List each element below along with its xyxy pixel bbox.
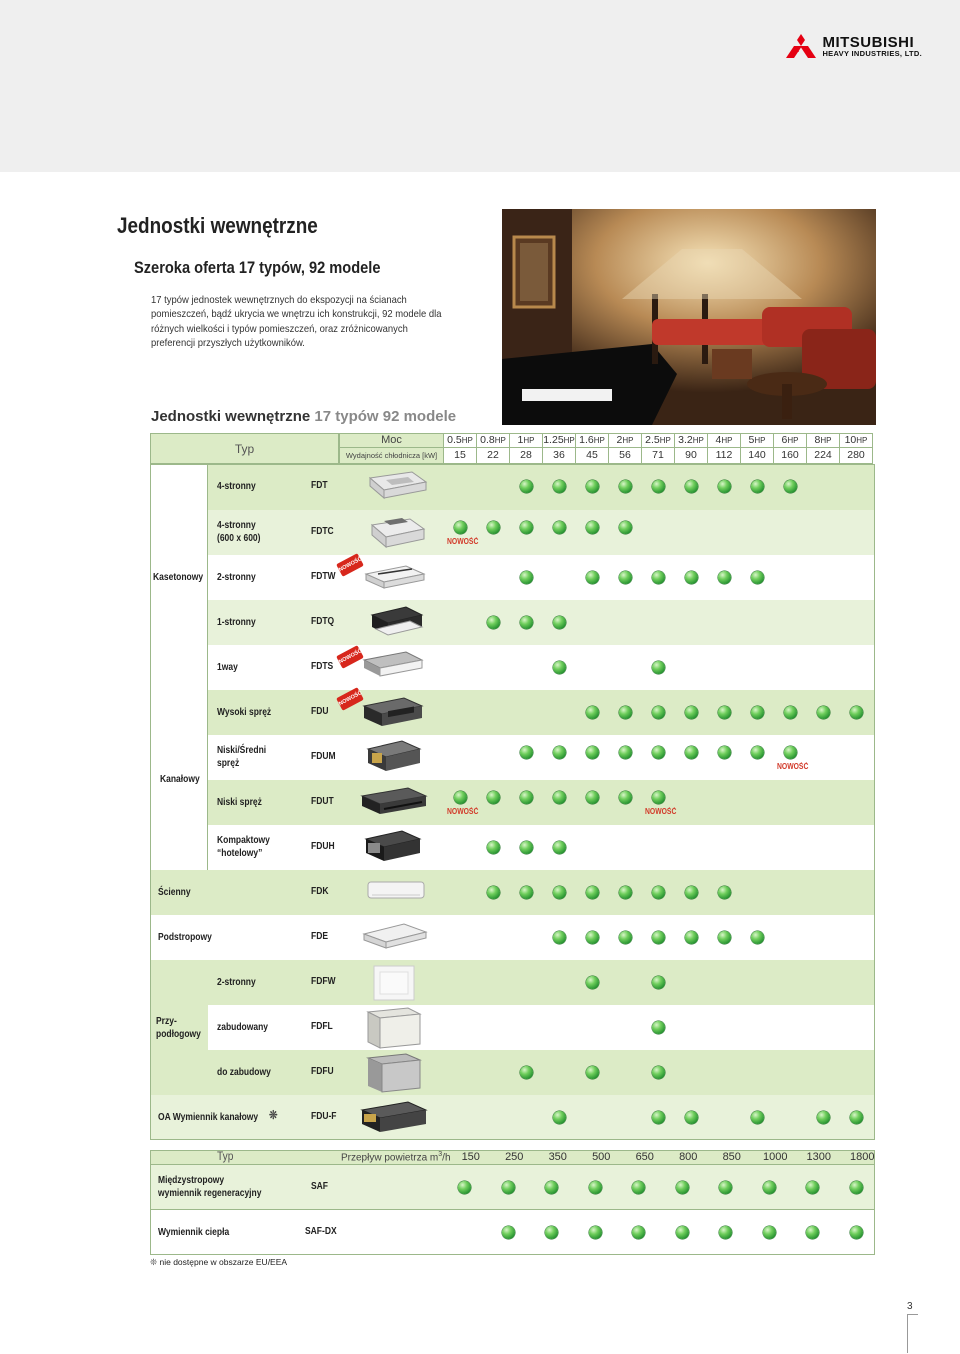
availability-dot-10-4 (586, 931, 599, 944)
availability-dot-4-6 (652, 661, 665, 674)
page-subtitle: Szeroka oferta 17 typów, 92 modele (134, 258, 381, 277)
availability-dot-6-6 (652, 746, 665, 759)
availability-dot-1-5 (619, 521, 632, 534)
header-capacity: Wydajność chłodnicza [kW] (339, 448, 444, 464)
fdtc-unit-image (362, 513, 428, 553)
new-label-7-0: NOWOŚĆ (447, 807, 479, 816)
fduh-unit-image (362, 827, 424, 867)
new-badge-fdtw: NOWOŚĆ (336, 553, 364, 577)
new-label-7-6: NOWOŚĆ (645, 807, 677, 816)
availability-dot-0-6 (652, 480, 665, 493)
header-hp-4: 1.6HP (576, 433, 609, 448)
new-label-6-10: NOWOŚĆ (777, 762, 809, 771)
footnote-text: nie dostępne w obszarze EU/EEA (159, 1257, 288, 1267)
group-oa: OA Wymiennik kanałowy (158, 1112, 259, 1123)
availability-dot-14-11 (817, 1111, 830, 1124)
row-code-9: FDK (311, 886, 329, 897)
availability-dot-2-5 (619, 571, 632, 584)
flow-col-9: 1800 (850, 1151, 875, 1163)
flow-col-8: 1300 (806, 1151, 831, 1163)
row-sub-label-4: 1way (217, 661, 238, 673)
fdts-unit-image (360, 648, 426, 682)
availability-dot-2-4 (586, 571, 599, 584)
availability-dot-4-3 (553, 661, 566, 674)
row-code-7: FDUT (311, 796, 334, 807)
group-kanalowy: Kanałowy (160, 774, 200, 785)
footnote (150, 1257, 287, 1268)
availability-dot-9-4 (586, 886, 599, 899)
availability-dot-7-2 (520, 791, 533, 804)
row-sub-label-0: 4-stronny (217, 480, 256, 492)
row-code-6: FDUM (311, 751, 336, 762)
vent-dot-0-4 (632, 1181, 645, 1194)
availability-dot-0-5 (619, 480, 632, 493)
mitsubishi-logo (786, 34, 922, 58)
availability-dot-13-4 (586, 1066, 599, 1079)
row-sub-label-2: 2-stronny (217, 571, 256, 583)
availability-dot-7-0 (454, 791, 467, 804)
flow-col-3: 500 (592, 1151, 611, 1163)
header-moc: Moc (339, 433, 444, 448)
availability-dot-9-8 (718, 886, 731, 899)
header-hp-7: 3.2HP (675, 433, 708, 448)
flow-col-7: 1000 (763, 1151, 788, 1163)
availability-dot-8-2 (520, 841, 533, 854)
row-sub-label-12: zabudowany (217, 1021, 269, 1033)
availability-dot-9-1 (487, 886, 500, 899)
vent-dot-1-4 (632, 1226, 645, 1239)
header-kw-0: 15 (444, 448, 477, 464)
row-code-5: FDU (311, 706, 329, 717)
availability-dot-1-2 (520, 521, 533, 534)
header-hp-2: 1HP (510, 433, 543, 448)
header-hp-10: 6HP (774, 433, 807, 448)
availability-dot-9-5 (619, 886, 632, 899)
vent-dot-1-2 (545, 1226, 558, 1239)
availability-dot-5-9 (751, 706, 764, 719)
availability-dot-9-2 (520, 886, 533, 899)
availability-dot-0-3 (553, 480, 566, 493)
vent-dot-0-1 (502, 1181, 515, 1194)
header-hp-6: 2.5HP (642, 433, 675, 448)
availability-dot-14-3 (553, 1111, 566, 1124)
fdfw-unit-image (370, 962, 420, 1004)
row-code-14: FDU-F (311, 1111, 337, 1122)
availability-dot-14-12 (850, 1111, 863, 1124)
availability-dot-10-8 (718, 931, 731, 944)
vent-code-1: SAF-DX (305, 1226, 337, 1237)
header-hp-1: 0.8HP (477, 433, 510, 448)
availability-dot-5-6 (652, 706, 665, 719)
availability-dot-1-4 (586, 521, 599, 534)
fdum-unit-image (364, 737, 424, 777)
new-badge-fdts: NOWOŚĆ (336, 645, 364, 669)
availability-dot-12-6 (652, 1021, 665, 1034)
availability-dot-1-1 (487, 521, 500, 534)
row-sub-label-3: 1-stronny (217, 616, 256, 628)
lounge-photo (502, 209, 876, 425)
table-title-rest: 17 typów 92 modele (314, 408, 457, 425)
availability-dot-11-4 (586, 976, 599, 989)
availability-dot-2-8 (718, 571, 731, 584)
header-hp-9: 5HP (741, 433, 774, 448)
availability-dot-6-5 (619, 746, 632, 759)
header-kw-3: 36 (543, 448, 576, 464)
group-podstropowy: Podstropowy (158, 932, 212, 943)
availability-dot-6-2 (520, 746, 533, 759)
availability-dot-7-5 (619, 791, 632, 804)
flow-col-6: 850 (722, 1151, 741, 1163)
availability-dot-5-10 (784, 706, 797, 719)
vent-header-flow: Przepływ powietrza $m^3/h$ (341, 1151, 451, 1164)
vent-dot-1-6 (719, 1226, 732, 1239)
header-kw-1: 22 (477, 448, 510, 464)
header-band (0, 0, 960, 172)
availability-dot-6-8 (718, 746, 731, 759)
row-sub-label-5: Wysoki spręż (217, 706, 272, 718)
availability-dot-6-10 (784, 746, 797, 759)
group-przypodlogowy: Przy- podłogowy (156, 1016, 201, 1040)
vent-code-0: SAF (311, 1181, 328, 1192)
header-kw-7: 90 (675, 448, 708, 464)
header-kw-12: 280 (840, 448, 873, 464)
row-sub-label-7: Niski spręż (217, 796, 262, 808)
vent-label-1: Wymiennik ciepła (158, 1226, 230, 1238)
availability-dot-3-2 (520, 616, 533, 629)
row-code-10: FDE (311, 931, 328, 942)
flow-col-0: 150 (461, 1151, 480, 1163)
availability-dot-5-12 (850, 706, 863, 719)
row-code-13: FDFU (311, 1066, 334, 1077)
row-sub-label-1: 4-stronny (600 x 600) (217, 520, 261, 544)
fdu-f-unit-image (356, 1098, 432, 1138)
availability-dot-1-0 (454, 521, 467, 534)
flow-col-2: 350 (548, 1151, 567, 1163)
availability-dot-0-8 (718, 480, 731, 493)
row-sub-label-8: Kompaktowy “hotelowy” (217, 835, 270, 859)
availability-dot-8-1 (487, 841, 500, 854)
brand-name: MITSUBISHI (822, 33, 915, 51)
availability-dot-9-7 (685, 886, 698, 899)
page-number: 3 (907, 1301, 913, 1312)
header-kw-10: 160 (774, 448, 807, 464)
availability-dot-2-7 (685, 571, 698, 584)
row-code-3: FDTQ (311, 616, 335, 627)
vent-dot-0-9 (850, 1181, 863, 1194)
header-kw-11: 224 (807, 448, 840, 464)
vent-dot-0-5 (676, 1181, 689, 1194)
group-kasetonowy: Kasetonowy (153, 572, 204, 583)
flow-col-4: 650 (635, 1151, 654, 1163)
availability-dot-1-3 (553, 521, 566, 534)
vent-header-typ: Typ (217, 1149, 234, 1163)
brand-sub: HEAVY INDUSTRIES, LTD. (822, 48, 922, 58)
new-label-1-0: NOWOŚĆ (447, 537, 479, 546)
intro-text: 17 typów jednostek wewnętrznych do ekspozycji na ścianach pomieszczeń, bądź ukrycia we wnętrzu ich konstrukcji, 92 modele dla różnych wielkości i typów pomieszczeń, oraz zróżnicowanych preferencji przyszłych użytkowników. (151, 294, 442, 350)
row-code-8: FDUH (311, 841, 335, 852)
header-hp-5: 2HP (609, 433, 642, 448)
availability-dot-2-9 (751, 571, 764, 584)
page-title: Jednostki wewnętrzne (117, 213, 318, 238)
header-kw-2: 28 (510, 448, 543, 464)
header-typ: Typ (150, 433, 339, 464)
vent-dot-0-0 (458, 1181, 471, 1194)
fdtw-unit-image (362, 560, 428, 594)
availability-dot-14-6 (652, 1111, 665, 1124)
fdk-unit-image (364, 878, 428, 904)
row-code-2: FDTW (311, 571, 336, 582)
availability-dot-14-9 (751, 1111, 764, 1124)
header-kw-9: 140 (741, 448, 774, 464)
table-title (151, 408, 456, 425)
fdfl-unit-image (362, 1006, 424, 1050)
availability-dot-5-11 (817, 706, 830, 719)
availability-dot-9-6 (652, 886, 665, 899)
row-sub-label-13: do zabudowy (217, 1066, 271, 1078)
availability-dot-10-3 (553, 931, 566, 944)
row-sub-label-6: Niski/Średni spręż (217, 745, 267, 769)
availability-dot-0-2 (520, 480, 533, 493)
availability-dot-5-8 (718, 706, 731, 719)
availability-dot-8-3 (553, 841, 566, 854)
availability-dot-5-4 (586, 706, 599, 719)
vent-dot-0-2 (545, 1181, 558, 1194)
availability-dot-6-4 (586, 746, 599, 759)
availability-dot-6-9 (751, 746, 764, 759)
header-hp-12: 10HP (840, 433, 873, 448)
availability-dot-2-2 (520, 571, 533, 584)
row-code-1: FDTC (311, 526, 334, 537)
row-code-0: FDT (311, 480, 328, 491)
vent-dot-0-6 (719, 1181, 732, 1194)
header-kw-6: 71 (642, 448, 675, 464)
vent-dot-1-3 (589, 1226, 602, 1239)
vent-label-0: Międzystropowy wymiennik regeneracyjny (158, 1175, 262, 1199)
header-hp-8: 4HP (708, 433, 741, 448)
vent-dot-0-3 (589, 1181, 602, 1194)
availability-dot-7-6 (652, 791, 665, 804)
availability-dot-10-6 (652, 931, 665, 944)
availability-dot-10-9 (751, 931, 764, 944)
group-scienny: Ścienny (158, 887, 191, 898)
availability-dot-0-9 (751, 480, 764, 493)
flow-col-5: 800 (679, 1151, 698, 1163)
vent-dot-1-1 (502, 1226, 515, 1239)
availability-dot-0-10 (784, 480, 797, 493)
row-code-4: FDTS (311, 661, 334, 672)
availability-dot-5-7 (685, 706, 698, 719)
new-badge-fdu: NOWOŚĆ (336, 687, 364, 711)
header-hp-0: 0.5HP (444, 433, 477, 448)
availability-dot-5-5 (619, 706, 632, 719)
availability-dot-7-4 (586, 791, 599, 804)
availability-dot-3-1 (487, 616, 500, 629)
fdfu-unit-image (362, 1052, 424, 1094)
availability-dot-3-3 (553, 616, 566, 629)
header-hp-11: 8HP (807, 433, 840, 448)
vent-dot-0-8 (806, 1181, 819, 1194)
availability-dot-13-2 (520, 1066, 533, 1079)
header-kw-8: 112 (708, 448, 741, 464)
availability-dot-6-7 (685, 746, 698, 759)
header-hp-3: 1.25HP (543, 434, 575, 446)
vent-dot-1-8 (806, 1226, 819, 1239)
availability-dot-10-5 (619, 931, 632, 944)
page-corner-mark (907, 1314, 918, 1353)
vent-dot-1-7 (763, 1226, 776, 1239)
flow-col-1: 250 (505, 1151, 524, 1163)
availability-dot-0-7 (685, 480, 698, 493)
availability-dot-0-4 (586, 480, 599, 493)
row-code-12: FDFL (311, 1021, 333, 1032)
vent-dot-1-5 (676, 1226, 689, 1239)
availability-dot-14-7 (685, 1111, 698, 1124)
row-sub-label-11: 2-stronny (217, 976, 256, 988)
availability-dot-2-6 (652, 571, 665, 584)
availability-dot-7-1 (487, 791, 500, 804)
asterisk-icon: ❊ (269, 1108, 278, 1122)
fdu-unit-image (360, 694, 426, 730)
table-title-main: Jednostki wewnętrzne (151, 408, 311, 425)
fdt-unit-image (362, 468, 428, 506)
header-kw-4: 45 (576, 448, 609, 464)
vent-dot-0-7 (763, 1181, 776, 1194)
availability-dot-13-6 (652, 1066, 665, 1079)
header-kw-5: 56 (609, 448, 642, 464)
three-diamonds-icon (786, 34, 816, 58)
fde-unit-image (360, 920, 430, 954)
availability-dot-7-3 (553, 791, 566, 804)
availability-dot-11-6 (652, 976, 665, 989)
vent-dot-1-9 (850, 1226, 863, 1239)
fdut-unit-image (358, 784, 430, 820)
fdtq-unit-image (364, 601, 428, 643)
footnote-asterisk-icon: ❊ (150, 1257, 158, 1267)
availability-dot-9-3 (553, 886, 566, 899)
availability-dot-6-3 (553, 746, 566, 759)
row-code-11: FDFW (311, 976, 336, 987)
availability-dot-10-7 (685, 931, 698, 944)
